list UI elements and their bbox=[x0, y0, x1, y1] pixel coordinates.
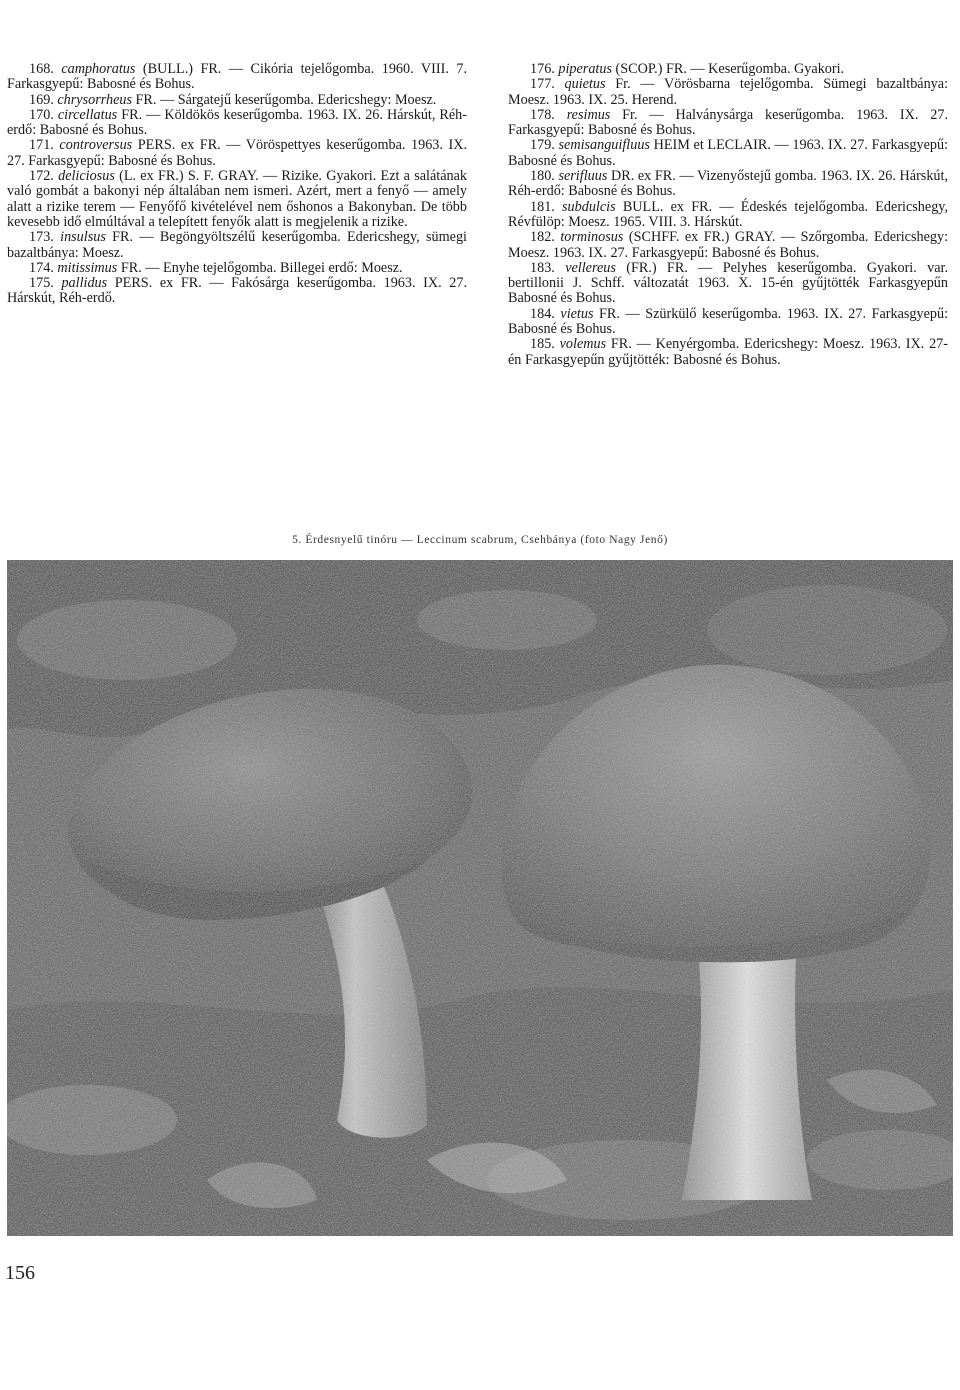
entry-179: 179. semisanguifluus HEIM et LECLAIR. — 1963. IX. 27. Farkasgyepű: Babosné és Bohus. bbox=[508, 137, 949, 169]
entry-172: 172. deliciosus (L. ex FR.) S. F. GRAY. — Rizike. Gyakori. Ezt a salátának való gombát a bakonyi nép általában nem ismeri. Azért, mert a fenyő — amely alatt a rizike terem — Fenyőfő kivételével nem őshonos a Bakonyban. De több kevesebb idő elmúltával a telepített fenyők alatt is megjelenik a rizike. bbox=[7, 168, 468, 230]
entry-176: 176. piperatus (SCOP.) FR. — Keserűgomba. Gyakori. bbox=[530, 61, 845, 77]
entry-182: 182. torminosus (SCHFF. ex FR.) GRAY. — Szőrgomba. Edericshegy: Moesz. 1963. IX. 27. Farkasgyepű: Babosné és Bohus. bbox=[508, 229, 949, 261]
entry-184: 184. vietus FR. — Szürkülő keserűgomba. 1963. IX. 27. Farkasgyepű: Babosné és Bohus. bbox=[508, 305, 949, 338]
entry-183: 183. vellereus (FR.) FR. — Pelyhes keserűgomba. Gyakori. var. bertillonii J. Schff. változatát 1963. X. 15-én gyűjtötték Farkasgyepűn Babosné és Bohus. bbox=[508, 259, 949, 307]
entry-175: 175. pallidus PERS. ex FR. — Fakósárga keserűgomba. 1963. IX. 27. Hárskút, Réh-erdő. bbox=[7, 275, 467, 307]
entry-174: 174. mitissimus FR. — Enyhe tejelőgomba. Billegei erdő: Moesz. bbox=[29, 259, 403, 276]
entry-171: 171. controversus PERS. ex FR. — Vöröspettyes keserűgomba. 1963. IX. 27. Farkasgyepű: Babosné és Bohus. bbox=[7, 137, 468, 169]
entry-178: 178. resimus Fr. — Halványsárga keserűgomba. 1963. IX. 27. Farkasgyepű: Babosné és Bohus. bbox=[508, 106, 948, 139]
page-number: 156 bbox=[5, 1262, 35, 1284]
mushroom-photo bbox=[7, 560, 953, 1236]
entry-173: 173. insulsus FR. — Begöngyöltszélű keserűgomba. Edericshegy, sümegi bazaltbánya: Moesz. bbox=[7, 229, 467, 261]
entry-168: 168. camphoratus (BULL.) FR. — Cikória tejelőgomba. 1960. VIII. 7. Farkasgyepű: Babosné és Bohus. bbox=[7, 61, 467, 93]
entry-181: 181. subdulcis BULL. ex FR. — Édeskés tejelőgomba. Edericshegy, Révfülöp: Moesz. 1965. VIII. 3. Hárskút. bbox=[508, 198, 949, 230]
entry-170: 170. circellatus FR. — Köldökös keserűgomba. 1963. IX. 26. Hárskút, Réh-erdő: Babosné és Bohus. bbox=[7, 106, 468, 139]
entry-177: 177. quietus Fr. — Vörösbarna tejelőgomba. Sümegi bazaltbánya: Moesz. 1963. IX. 25. Herend. bbox=[508, 76, 949, 108]
entry-169: 169. chrysorrheus FR. — Sárgatejű keserűgomba. Edericshegy: Moesz. bbox=[29, 91, 437, 108]
right-text-column bbox=[508, 62, 948, 368]
photo-caption: 5. Érdesnyelű tinóru — Leccinum scabrum, Csehbánya (foto Nagy Jenő) bbox=[292, 534, 668, 546]
entry-185: 185. volemus FR. — Kenyérgomba. Edericshegy: Moesz. 1963. IX. 27-én Farkasgyepűn gyűjtötték: Babosné és Bohus. bbox=[508, 336, 949, 368]
left-text-column bbox=[7, 62, 467, 307]
entry-180: 180. serifluus DR. ex FR. — Vizenyőstejű gomba. 1963. IX. 26. Hárskút, Réh-erdő: Babosné és Bohus. bbox=[508, 168, 948, 200]
